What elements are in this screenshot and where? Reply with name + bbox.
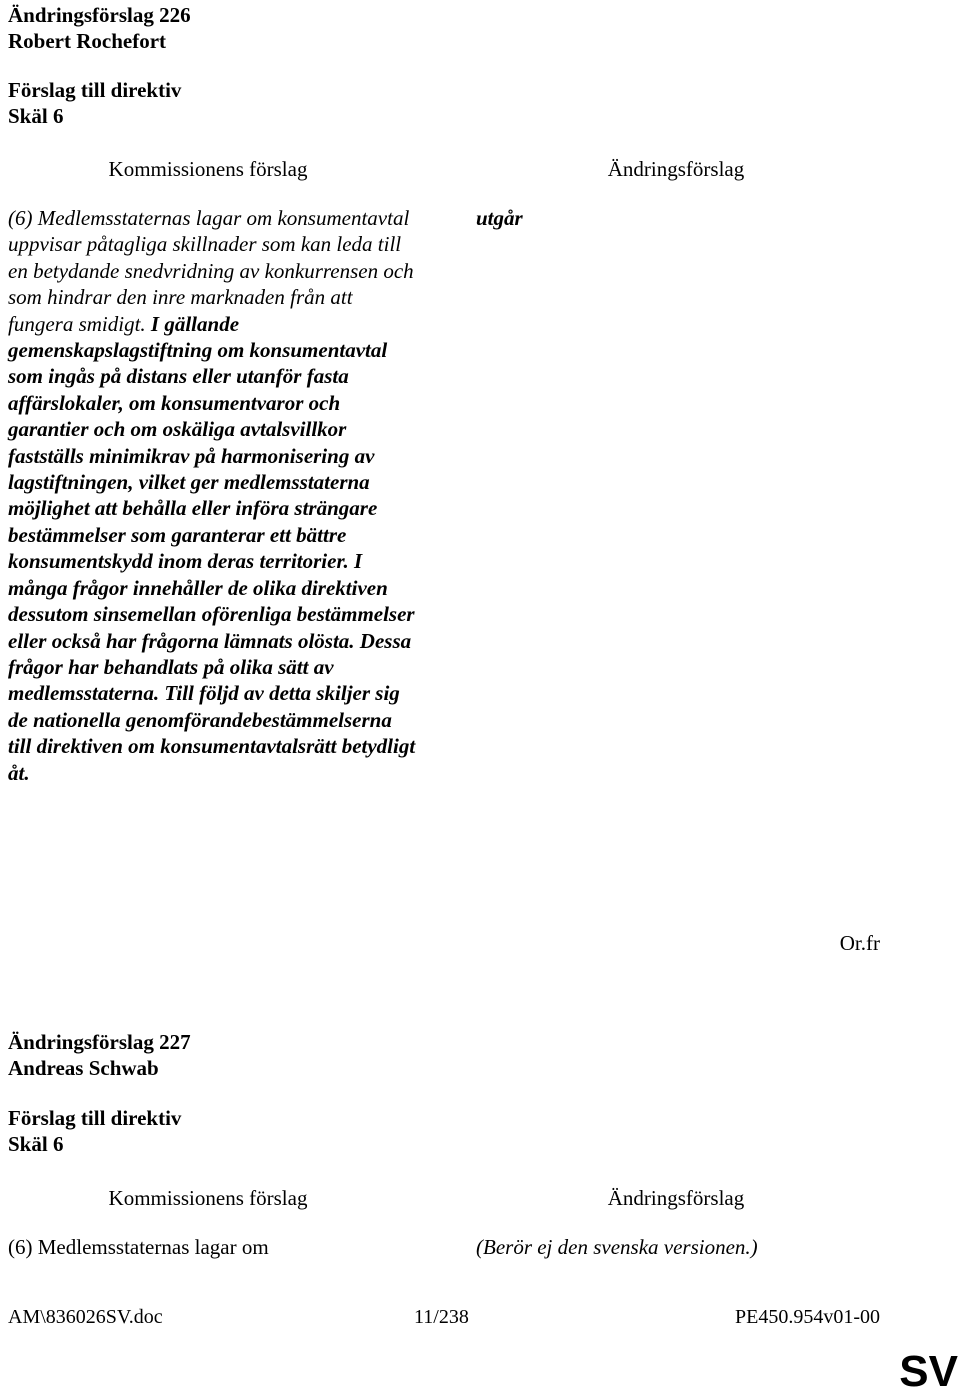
- amendment-227-right-text: (Berör ej den svenska versionen.): [476, 1235, 758, 1259]
- amendment-227-title: Ändringsförslag 227: [8, 1030, 191, 1054]
- amendment-226-left-text-bold: I gällande gemenskapslagstiftning om konsumentavtal som ingås på distans eller utanför fasta affärslokaler, om konsumentvaror och garantier och om oskäliga avtalsvillkor fastställs minimikrav på harmonisering av lagstiftningen, vilket ger medlemsstaterna möjlighet att behålla eller införa strängare bestämmelser som garanterar ett bättre konsumentskydd inom deras territorier. I många frågor innehåller de olika direktiven dessutom sinsemellan oförenliga bestämmelser eller också har frågorna lämnats olösta. Dessa frågor har behandlats på olika sätt av medlemsstaterna. Till följd av detta skiljer sig de nationella genomförandebestämmelserna till direktiven om konsumentavtalsrätt betydligt åt.: [8, 311, 416, 785]
- amendment-226-left-text: [8, 205, 420, 786]
- amendment-227-proposal-label: Förslag till direktiv: [8, 1106, 182, 1130]
- amendment-226-title: Ändringsförslag 226: [8, 3, 191, 27]
- amendment-226-proposal-label: Förslag till direktiv: [8, 78, 182, 102]
- footer-language-code: SV: [899, 1347, 958, 1396]
- amendment-226-recital-label: Skäl 6: [8, 104, 64, 128]
- amendment-226-col-left-header: Kommissionens förslag: [108, 157, 308, 181]
- amendment-226-right-text: utgår: [476, 206, 523, 230]
- footer-doc-ref: AM\836026SV.doc: [8, 1306, 163, 1328]
- amendment-227-left-text: (6) Medlemsstaternas lagar om: [8, 1235, 269, 1259]
- footer-pe-ref: PE450.954v01-00: [735, 1306, 880, 1328]
- amendment-226-author: Robert Rochefort: [8, 29, 167, 53]
- amendment-227-recital-label: Skäl 6: [8, 1132, 64, 1156]
- footer-page-number: 11/238: [414, 1306, 469, 1328]
- amendment-227-col-left-header: Kommissionens förslag: [108, 1186, 308, 1210]
- amendment-227-col-right-header: Ändringsförslag: [607, 1186, 745, 1210]
- amendment-226-left-text-plain: (6) Medlemsstaternas lagar om konsumentavtal uppvisar påtagliga skillnader som kan leda till en betydande snedvridning av konkurrensen och som hindrar den inre marknaden från att fungera smidigt.: [8, 206, 414, 336]
- amendment-226-language-note: Or.fr: [839, 931, 880, 955]
- amendment-227-author: Andreas Schwab: [8, 1056, 159, 1080]
- amendment-226-col-right-header: Ändringsförslag: [607, 157, 745, 181]
